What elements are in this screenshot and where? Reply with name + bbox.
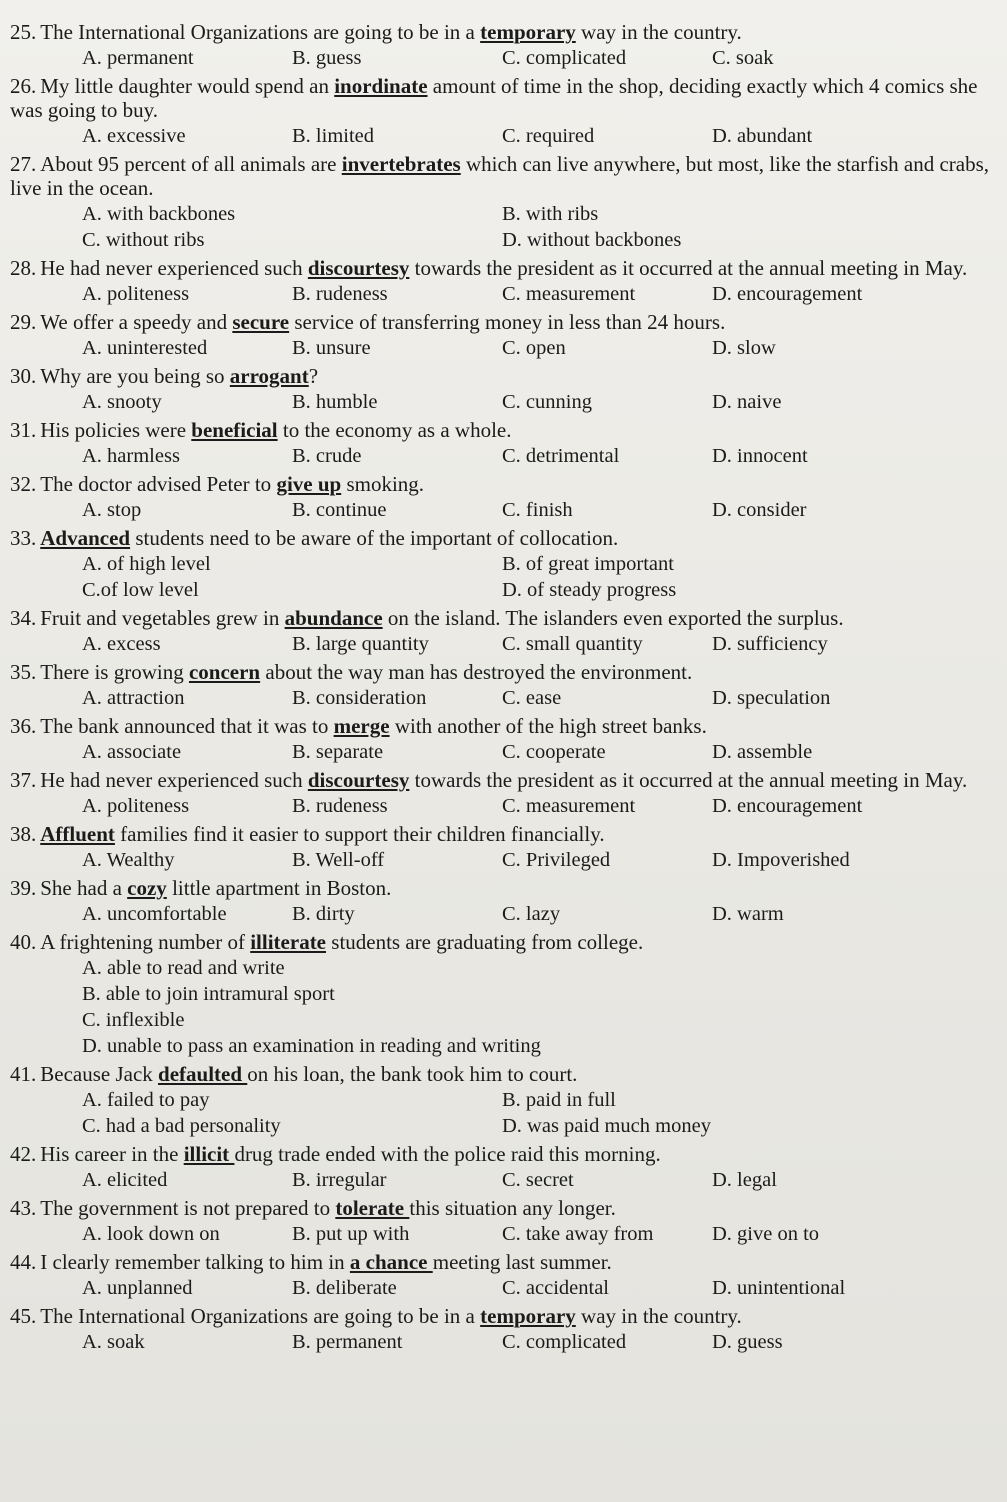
answer-options: [10, 1221, 1007, 1247]
underlined-keyword: discourtesy: [307, 768, 410, 792]
question-number: 43.: [10, 1196, 37, 1220]
answer-option: D. assemble: [712, 741, 813, 763]
stem-text-before: The bank announced that it was to: [40, 714, 334, 738]
stem-text-after: on his loan, the bank took him to court.: [247, 1062, 578, 1086]
underlined-keyword: concern: [188, 660, 261, 684]
answer-option: D. Impoverished: [712, 849, 850, 871]
answer-option: B. able to join intramural sport: [82, 983, 335, 1005]
underlined-keyword: a chance: [349, 1250, 433, 1274]
answer-option: B. consideration: [292, 687, 427, 709]
answer-option: D. sufficiency: [712, 633, 828, 655]
underlined-keyword: invertebrates: [341, 152, 461, 176]
answer-option: A. failed to pay: [82, 1089, 210, 1111]
answer-option: A. soak: [82, 1331, 145, 1353]
stem-text-before: Fruit and vegetables grew in: [40, 606, 285, 630]
stem-text-before: My little daughter would spend an: [40, 74, 335, 98]
underlined-keyword: discourtesy: [307, 256, 410, 280]
question-stem: [10, 1196, 1007, 1220]
answer-option: B. with ribs: [502, 203, 599, 225]
question-33: [10, 526, 1007, 603]
answer-option: A. elicited: [82, 1169, 168, 1191]
question-37: [10, 768, 1007, 819]
answer-option: C. measurement: [502, 795, 636, 817]
question-43: [10, 1196, 1007, 1247]
underlined-keyword: abundance: [284, 606, 383, 630]
answer-option: D. abundant: [712, 125, 813, 147]
answer-option: D. encouragement: [712, 283, 863, 305]
stem-text-after: smoking.: [341, 472, 425, 496]
answer-option: A. excess: [82, 633, 161, 655]
stem-text-after: meeting last summer.: [432, 1250, 612, 1274]
underlined-keyword: arrogant: [229, 364, 309, 388]
answer-option: A. snooty: [82, 391, 162, 413]
stem-text-after: families find it easier to support their children financially.: [114, 822, 605, 846]
question-number: 32.: [10, 472, 37, 496]
stem-text-after: amount of time in the shop, deciding exactly which 4 comics she was going to buy.: [10, 74, 978, 122]
answer-option: C. cunning: [502, 391, 592, 413]
answer-option: D. without backbones: [502, 229, 682, 251]
answer-option: A. politeness: [82, 283, 190, 305]
question-28: [10, 256, 1007, 307]
answer-option: A. able to read and write: [82, 957, 285, 979]
answer-option: C. ease: [502, 687, 562, 709]
question-number: 25.: [10, 20, 37, 44]
answer-option: C. required: [502, 125, 595, 147]
answer-options: [10, 443, 1007, 469]
answer-options: [10, 45, 1007, 71]
stem-text-before: Why are you being so: [40, 364, 230, 388]
underlined-keyword: cozy: [127, 876, 167, 900]
answer-option: A. stop: [82, 499, 142, 521]
answer-option: C. take away from: [502, 1223, 654, 1245]
question-stem: [10, 930, 1007, 954]
answer-option: C. lazy: [502, 903, 561, 925]
answer-option: B. of great important: [502, 553, 674, 575]
question-42: [10, 1142, 1007, 1193]
question-27: [10, 152, 1007, 253]
answer-option: A. of high level: [82, 553, 211, 575]
answer-option: A. politeness: [82, 795, 190, 817]
question-number: 44.: [10, 1250, 37, 1274]
answer-option: C. cooperate: [502, 741, 606, 763]
stem-text-after: on the island. The islanders even exported the surplus.: [382, 606, 844, 630]
question-stem: [10, 660, 1007, 684]
stem-text-after: little apartment in Boston.: [166, 876, 392, 900]
answer-options: [10, 793, 1007, 819]
question-stem: [10, 526, 1007, 550]
answer-option: A. uncomfortable: [82, 903, 227, 925]
answer-option: D. innocent: [712, 445, 808, 467]
question-39: [10, 876, 1007, 927]
stem-text-before: The International Organizations are going to be in a: [40, 1304, 481, 1328]
stem-text-after: to the economy as a whole.: [277, 418, 512, 442]
underlined-keyword: beneficial: [191, 418, 278, 442]
answer-option: A. attraction: [82, 687, 185, 709]
answer-options: [10, 955, 1007, 1059]
underlined-keyword: inordinate: [334, 74, 428, 98]
answer-options: [10, 389, 1007, 415]
answer-option: B. large quantity: [292, 633, 429, 655]
question-31: [10, 418, 1007, 469]
question-35: [10, 660, 1007, 711]
stem-text-before: I clearly remember talking to him in: [40, 1250, 350, 1274]
question-stem: [10, 876, 1007, 900]
answer-option: B. humble: [292, 391, 378, 413]
underlined-keyword: temporary: [480, 1304, 576, 1328]
question-44: [10, 1250, 1007, 1301]
answer-option: B. paid in full: [502, 1089, 616, 1111]
question-stem: [10, 1250, 1007, 1274]
question-36: [10, 714, 1007, 765]
question-number: 31.: [10, 418, 37, 442]
stem-text-after: towards the president as it occurred at the annual meeting in May.: [409, 768, 968, 792]
stem-text-before: A frightening number of: [40, 930, 251, 954]
answer-option: C. finish: [502, 499, 573, 521]
question-stem: [10, 152, 1007, 200]
question-45: [10, 1304, 1007, 1355]
question-number: 26.: [10, 74, 37, 98]
question-stem: [10, 714, 1007, 738]
question-stem: [10, 606, 1007, 630]
stem-text-before: About 95 percent of all animals are: [40, 152, 342, 176]
question-stem: [10, 768, 1007, 792]
answer-options: [10, 335, 1007, 361]
answer-option: D. speculation: [712, 687, 831, 709]
stem-text-after: way in the country.: [575, 20, 742, 44]
answer-options: [10, 1087, 1007, 1139]
underlined-keyword: secure: [232, 310, 290, 334]
answer-options: [10, 1167, 1007, 1193]
answer-option: D. warm: [712, 903, 784, 925]
stem-text-after: this situation any longer.: [409, 1196, 616, 1220]
question-30: [10, 364, 1007, 415]
question-number: 41.: [10, 1062, 37, 1086]
stem-text-before: Because Jack: [40, 1062, 159, 1086]
question-number: 27.: [10, 152, 37, 176]
question-stem: [10, 1062, 1007, 1086]
question-stem: [10, 1304, 1007, 1328]
answer-option: A. associate: [82, 741, 182, 763]
answer-option: A. look down on: [82, 1223, 220, 1245]
answer-option: C. complicated: [502, 1331, 627, 1353]
stem-text-after: with another of the high street banks.: [389, 714, 707, 738]
answer-options: [10, 685, 1007, 711]
answer-option: B. irregular: [292, 1169, 387, 1191]
question-38: [10, 822, 1007, 873]
stem-text-before: The doctor advised Peter to: [40, 472, 277, 496]
answer-option: C. detrimental: [502, 445, 620, 467]
answer-option: A. unplanned: [82, 1277, 193, 1299]
answer-options: [10, 1329, 1007, 1355]
stem-text-after: about the way man has destroyed the environment.: [260, 660, 693, 684]
question-number: 33.: [10, 526, 37, 550]
answer-options: [10, 739, 1007, 765]
question-26: [10, 74, 1007, 149]
answer-option: B. dirty: [292, 903, 355, 925]
answer-option: C. open: [502, 337, 566, 359]
answer-option: D. legal: [712, 1169, 777, 1191]
question-40: [10, 930, 1007, 1059]
answer-option: C. had a bad personality: [82, 1115, 281, 1137]
answer-option: D. slow: [712, 337, 776, 359]
answer-option: A. with backbones: [82, 203, 236, 225]
answer-option: B. rudeness: [292, 283, 388, 305]
question-stem: [10, 1142, 1007, 1166]
answer-option: D. consider: [712, 499, 807, 521]
underlined-keyword: illiterate: [250, 930, 327, 954]
stem-text-before: He had never experienced such: [40, 256, 308, 280]
question-number: 39.: [10, 876, 37, 900]
question-34: [10, 606, 1007, 657]
question-number: 29.: [10, 310, 37, 334]
question-number: 36.: [10, 714, 37, 738]
answer-option: B. guess: [292, 47, 362, 69]
answer-option: B. continue: [292, 499, 387, 521]
question-32: [10, 472, 1007, 523]
stem-text-after: which can live anywhere, but most, like the starfish and crabs, live in the ocean.: [10, 152, 990, 200]
answer-options: [10, 201, 1007, 253]
answer-option: D. encouragement: [712, 795, 863, 817]
stem-text-before: His career in the: [40, 1142, 184, 1166]
answer-option: C. small quantity: [502, 633, 643, 655]
answer-option: B. limited: [292, 125, 374, 147]
answer-options: [10, 551, 1007, 603]
answer-option: D. naive: [712, 391, 782, 413]
answer-option: B. separate: [292, 741, 384, 763]
stem-text-before: His policies were: [40, 418, 192, 442]
question-number: 35.: [10, 660, 37, 684]
underlined-keyword: temporary: [480, 20, 576, 44]
answer-option: B. deliberate: [292, 1277, 397, 1299]
question-stem: [10, 74, 1007, 122]
answer-option: A. uninterested: [82, 337, 208, 359]
question-stem: [10, 364, 1007, 388]
answer-option: C. complicated: [502, 47, 627, 69]
answer-option: C. measurement: [502, 283, 636, 305]
question-number: 37.: [10, 768, 37, 792]
stem-text-after: ?: [308, 364, 319, 388]
underlined-keyword: give up: [276, 472, 342, 496]
answer-option: B. crude: [292, 445, 362, 467]
answer-option: C. Privileged: [502, 849, 611, 871]
question-41: [10, 1062, 1007, 1139]
stem-text-before: The government is not prepared to: [40, 1196, 336, 1220]
question-stem: [10, 418, 1007, 442]
question-number: 38.: [10, 822, 37, 846]
question-number: 34.: [10, 606, 37, 630]
question-stem: [10, 310, 1007, 334]
answer-options: [10, 281, 1007, 307]
underlined-keyword: Affluent: [40, 822, 115, 846]
answer-option: B. Well-off: [292, 849, 385, 871]
question-29: [10, 310, 1007, 361]
question-number: 42.: [10, 1142, 37, 1166]
answer-option: C. secret: [502, 1169, 574, 1191]
answer-option: B. rudeness: [292, 795, 388, 817]
answer-option: B. put up with: [292, 1223, 410, 1245]
answer-option: C.of low level: [82, 579, 199, 601]
answer-option: A. excessive: [82, 125, 186, 147]
answer-options: [10, 123, 1007, 149]
answer-option: D. unintentional: [712, 1277, 846, 1299]
stem-text-after: students are graduating from college.: [326, 930, 644, 954]
underlined-keyword: defaulted: [158, 1062, 248, 1086]
underlined-keyword: illicit: [183, 1142, 235, 1166]
answer-option: D. guess: [712, 1331, 783, 1353]
stem-text-before: There is growing: [40, 660, 189, 684]
question-number: 45.: [10, 1304, 37, 1328]
underlined-keyword: tolerate: [335, 1196, 410, 1220]
question-stem: [10, 822, 1007, 846]
underlined-keyword: Advanced: [40, 526, 131, 550]
answer-option: D. of steady progress: [502, 579, 677, 601]
answer-option: C. inflexible: [82, 1009, 185, 1031]
question-stem: [10, 472, 1007, 496]
answer-option: B. unsure: [292, 337, 371, 359]
stem-text-before: The International Organizations are going to be in a: [40, 20, 481, 44]
question-number: 30.: [10, 364, 37, 388]
answer-option: A. Wealthy: [82, 849, 175, 871]
stem-text-after: students need to be aware of the important of collocation.: [130, 526, 619, 550]
stem-text-before: We offer a speedy and: [40, 310, 233, 334]
answer-option: C. accidental: [502, 1277, 610, 1299]
answer-option: D. was paid much money: [502, 1115, 711, 1137]
stem-text-after: way in the country.: [575, 1304, 742, 1328]
answer-options: [10, 901, 1007, 927]
question-stem: [10, 256, 1007, 280]
stem-text-after: towards the president as it occurred at the annual meeting in May.: [409, 256, 968, 280]
stem-text-after: drug trade ended with the police raid this morning.: [234, 1142, 661, 1166]
answer-option: D. unable to pass an examination in reading and writing: [82, 1035, 541, 1057]
answer-option: A. harmless: [82, 445, 180, 467]
answer-option: C. without ribs: [82, 229, 205, 251]
answer-options: [10, 631, 1007, 657]
answer-options: [10, 497, 1007, 523]
answer-option: B. permanent: [292, 1331, 403, 1353]
question-number: 40.: [10, 930, 37, 954]
question-stem: [10, 20, 1007, 44]
answer-option: C. soak: [712, 47, 774, 69]
answer-option: A. permanent: [82, 47, 194, 69]
answer-options: [10, 847, 1007, 873]
question-25: [10, 20, 1007, 71]
stem-text-before: She had a: [40, 876, 128, 900]
question-number: 28.: [10, 256, 37, 280]
answer-options: [10, 1275, 1007, 1301]
stem-text-after: service of transferring money in less than 24 hours.: [289, 310, 726, 334]
underlined-keyword: merge: [333, 714, 390, 738]
stem-text-before: He had never experienced such: [40, 768, 308, 792]
answer-option: D. give on to: [712, 1223, 820, 1245]
